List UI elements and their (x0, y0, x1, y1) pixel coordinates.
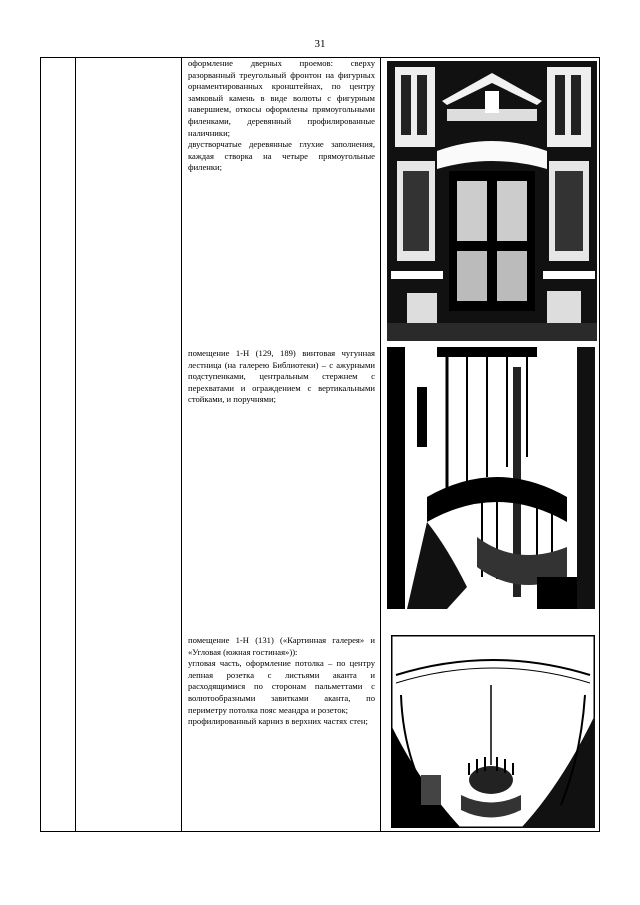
description-paragraph: угловая часть, оформление потолка – по центру лепная розетка с листьями аканта и расходящимися по сторонам пальметтами с волютообразными завитками аканта, по периметру потолка пояс меандра и розеток; (188, 658, 375, 715)
doorway-photo (387, 61, 597, 341)
element-description-doorways (188, 58, 375, 174)
description-paragraph: оформление дверных проемов: сверху разорванный треугольный фронтон на фигурных орнаментированных кронштейнах, по центру замковый камень в виде волюты с фигурным навершием, откосы оформлены прямоугольными филенками, деревянный профилированные наличники; (188, 58, 375, 138)
description-paragraph: двустворчатые деревянные глухие заполнения, каждая створка на четыре прямоугольные филенки; (188, 139, 375, 173)
element-description-spiral-staircase (188, 348, 375, 406)
column-divider (75, 58, 76, 831)
description-paragraph: помещение 1-Н (131) («Картинная галерея» и «Угловая (южная гостиная»)): (188, 635, 375, 657)
column-divider (380, 58, 381, 831)
description-paragraph: помещение 1-Н (129, 189) винтовая чугунная лестница (на галерею Библиотеки) – с ажурными подступенками, центральным стержнем с перехватами и ограждением с вертикальными стойками, и поручнями; (188, 348, 375, 405)
description-paragraph: профилированный карниз в верхних частях стен; (188, 716, 368, 727)
column-divider (181, 58, 182, 831)
ceiling-rosette-photo (391, 635, 595, 828)
spiral-staircase-photo (387, 347, 595, 609)
element-description-ceiling (188, 635, 375, 728)
page-number: 31 (314, 38, 326, 50)
monument-elements-table (40, 57, 600, 832)
